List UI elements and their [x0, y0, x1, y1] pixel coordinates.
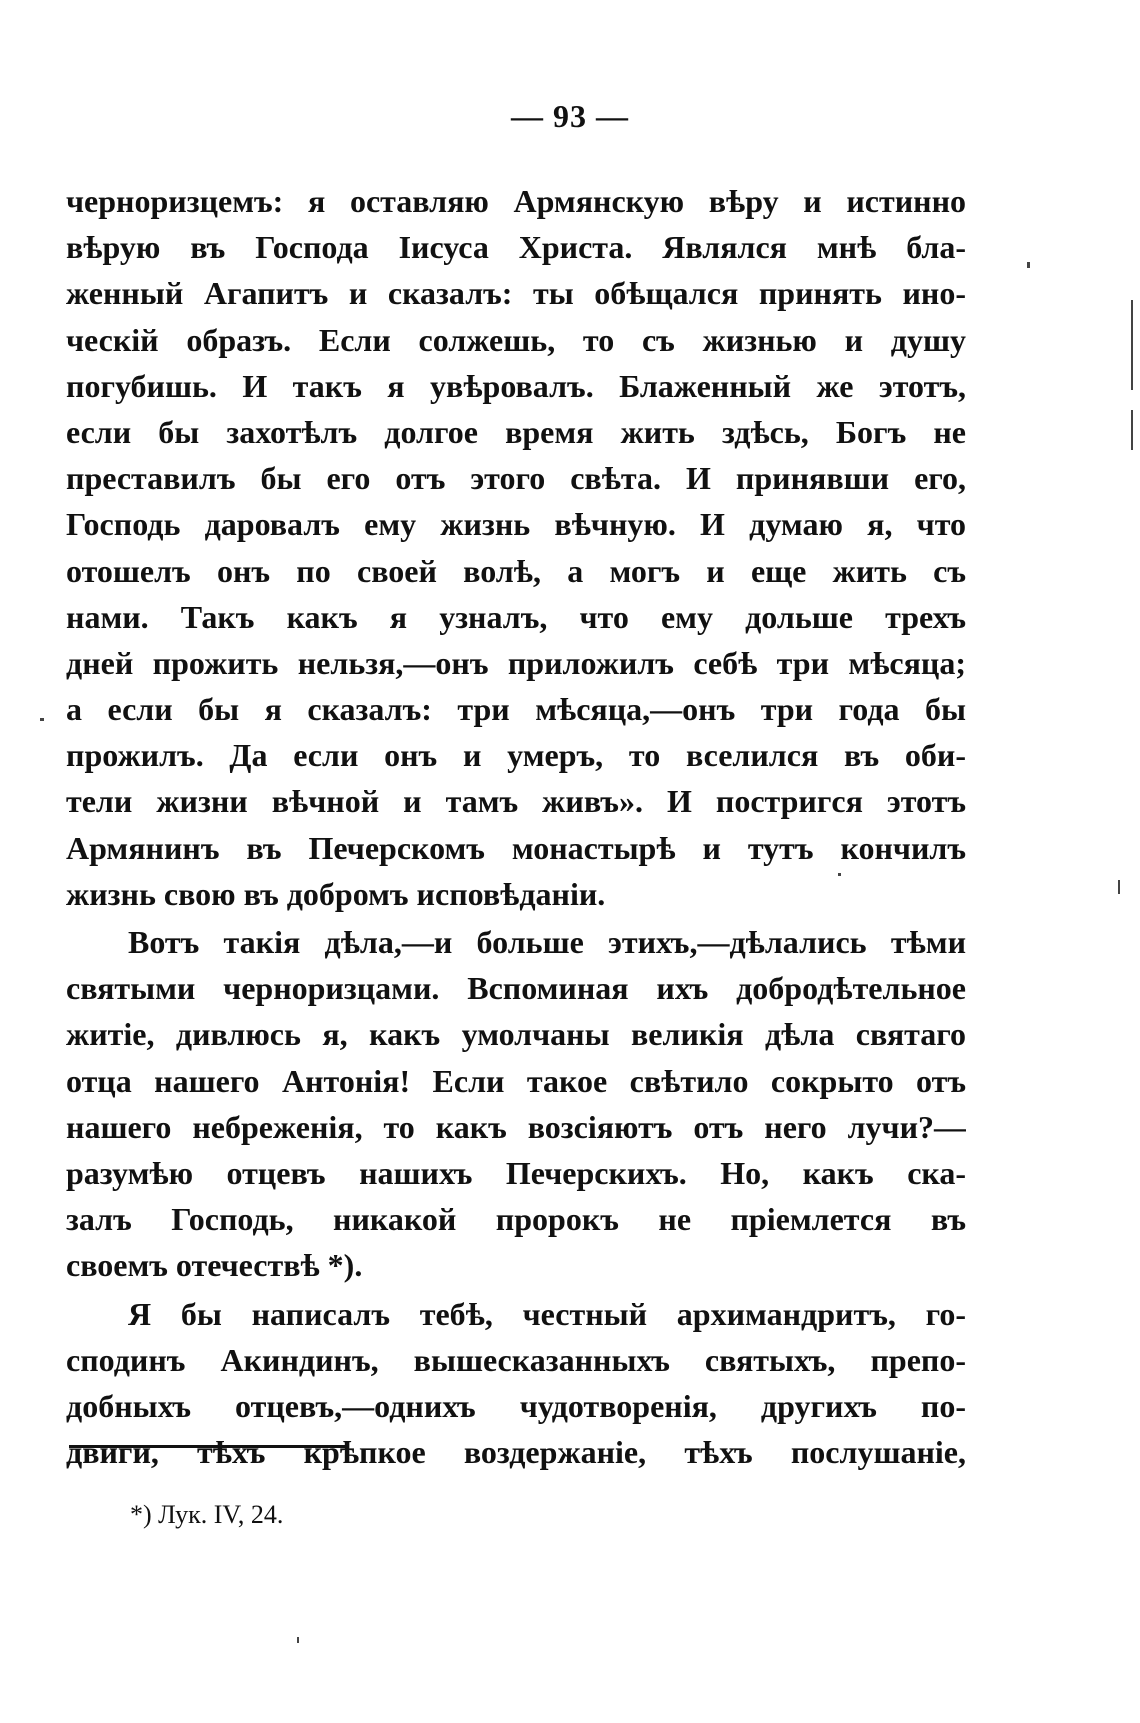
text-line: разумѣю отцевъ нашихъ Печерскихъ. Но, какъ ска- [66, 1154, 966, 1191]
scan-mark [1118, 880, 1120, 894]
text-line: Я бы написалъ тебѣ, честный архимандритъ, го- [128, 1295, 966, 1332]
footnote-rule [69, 1445, 345, 1448]
scan-mark [1131, 300, 1133, 390]
text-line: сподинъ Акиндинъ, вышесказанныхъ святыхъ, препо- [66, 1341, 966, 1378]
scan-mark [40, 718, 44, 721]
text-line: ческій образъ. Если солжешь, то съ жизнью и душу [66, 321, 966, 358]
scan-mark [838, 873, 841, 876]
text-line: своемъ отечествѣ *). [66, 1247, 363, 1284]
text-line: тели жизни вѣчной и тамъ живъ». И постригся этотъ [66, 783, 966, 820]
text-line: добныхъ отцевъ,—однихъ чудотворенія, другихъ по- [66, 1387, 966, 1424]
scan-mark [1027, 262, 1030, 268]
text-line: нашего небреженія, то какъ возсіяютъ отъ него лучи?— [66, 1108, 966, 1145]
scan-mark [297, 1637, 299, 1643]
text-line: отошелъ онъ по своей волѣ, а могъ и еще жить съ [66, 552, 966, 589]
text-line: погубишь. И такъ я увѣровалъ. Блаженный же этотъ, [66, 367, 966, 404]
text-line: вѣрую въ Господа Іисуса Христа. Являлся мнѣ бла- [66, 229, 966, 266]
text-line: жизнь свою въ добромъ исповѣданіи. [66, 875, 606, 912]
text-line: святыми черноризцами. Вспоминая ихъ добродѣтельное [66, 970, 966, 1007]
body-text [66, 178, 966, 1475]
text-line: черноризцемъ: я оставляю Армянскую вѣру и истинно [66, 183, 966, 219]
scan-mark [1131, 410, 1133, 450]
text-line: Господь даровалъ ему жизнь вѣчную. И думаю я, что [66, 506, 966, 543]
text-line: нами. Такъ какъ я узналъ, что ему дольше трехъ [66, 598, 966, 635]
text-line: житіе, дивлюсь я, какъ умолчаны великія дѣла святаго [66, 1016, 966, 1053]
text-line: отца нашего Антонія! Если такое свѣтило сокрыто отъ [66, 1062, 966, 1099]
text-line: дней прожить нельзя,—онъ приложилъ себѣ три мѣсяца; [66, 644, 966, 681]
page-number: — 93 — [511, 98, 629, 134]
text-line: прожилъ. Да если онъ и умеръ, то вселился въ оби- [66, 737, 966, 774]
text-line: женный Агапитъ и сказалъ: ты обѣщался принять ино- [66, 275, 966, 312]
text-line: Вотъ такія дѣла,—и больше этихъ,—дѣлались тѣми [128, 924, 966, 960]
text-line: если бы захотѣлъ долгое время жить здѣсь, Богъ не [66, 413, 966, 450]
text-line: преставилъ бы его отъ этого свѣта. И принявши его, [66, 460, 966, 497]
text-line: а если бы я сказалъ: три мѣсяца,—онъ три года бы [66, 691, 966, 728]
text-line: двиги, тѣхъ крѣпкое воздержаніе, тѣхъ послушаніе, [66, 1434, 966, 1471]
text-line: залъ Господь, никакой пророкъ не пріемлется въ [66, 1201, 966, 1238]
text-line: Армянинъ въ Печерскомъ монастырѣ и тутъ кончилъ [66, 829, 966, 866]
footnote: *) Лук. IV, 24. [130, 1500, 284, 1529]
